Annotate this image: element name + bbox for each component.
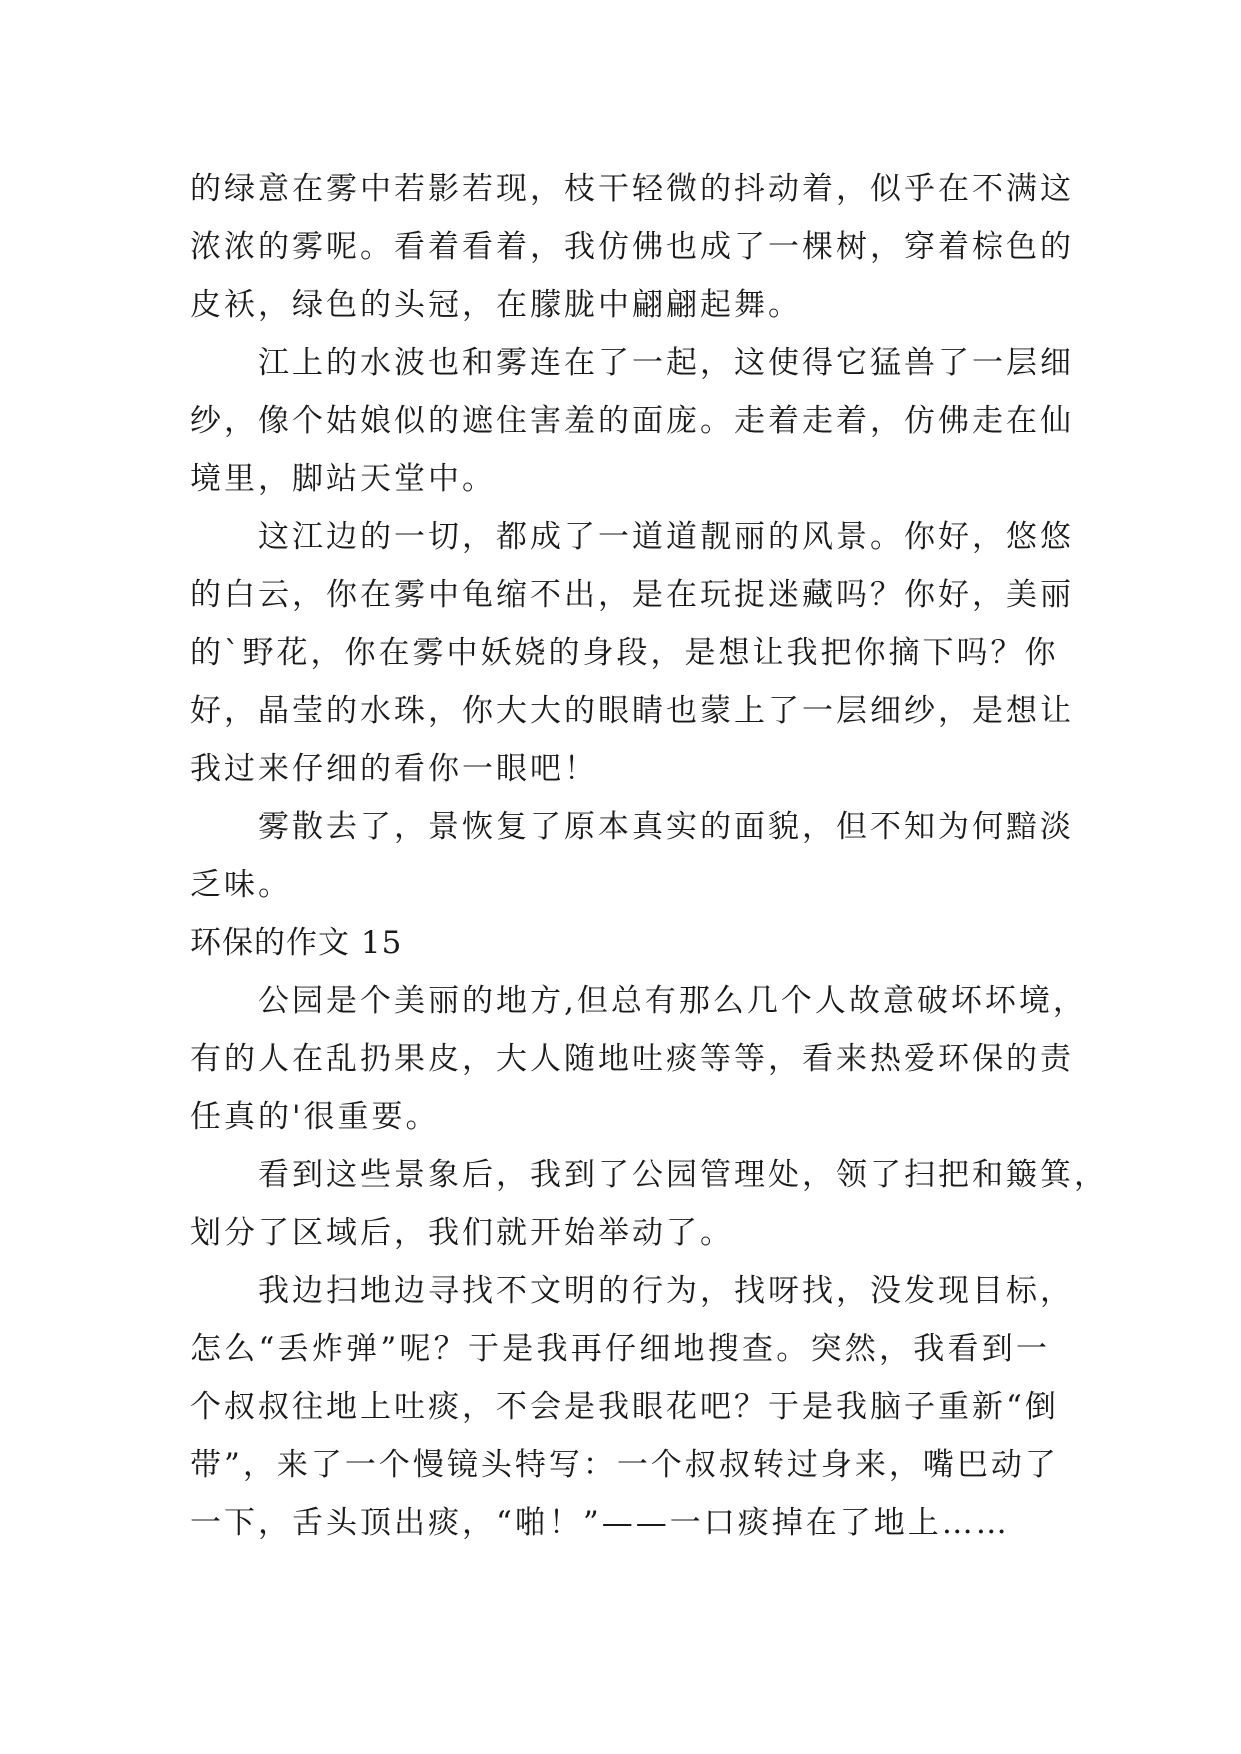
paragraph-line: 带”，来了一个慢镜头特写：一个叔叔转过身来，嘴巴动了 [190, 1447, 1059, 1483]
document-body [190, 160, 1108, 1552]
paragraph-line: 任真的'很重要。 [190, 1099, 440, 1135]
paragraph-line: 境里，脚站天堂中。 [190, 461, 496, 497]
paragraph-line: 雾散去了，景恢复了原本真实的面貌，但不知为何黯淡 [258, 809, 1074, 845]
paragraph-line: 的绿意在雾中若影若现，枝干轻微的抖动着，似乎在不满这 [190, 171, 1074, 207]
paragraph-line: 这江边的一切，都成了一道道靓丽的风景。你好，悠悠 [258, 519, 1074, 555]
paragraph-line: 的`野花，你在雾中妖娆的身段，是想让我把你摘下吗？你 [190, 635, 1059, 671]
paragraph-line: 一下，舌头顶出痰，“啪！”——一口痰掉在了地上…… [190, 1505, 1010, 1541]
paragraph-line: 好，晶莹的水珠，你大大的眼睛也蒙上了一层细纱，是想让 [190, 693, 1074, 729]
paragraph-line: 我边扫地边寻找不文明的行为，找呀找，没发现目标， [258, 1273, 1074, 1309]
paragraph-line: 怎么“丢炸弹”呢？于是我再仔细地搜查。突然，我看到一 [190, 1331, 1050, 1367]
paragraph-line: 皮袄，绿色的头冠，在朦胧中翩翩起舞。 [190, 287, 802, 323]
section-heading: 环保的作文 15 [190, 925, 403, 961]
paragraph-line: 纱，像个姑娘似的遮住害羞的面庞。走着走着，仿佛走在仙 [190, 403, 1074, 439]
paragraph-line: 浓浓的雾呢。看着看着，我仿佛也成了一棵树，穿着棕色的 [190, 229, 1074, 265]
paragraph-line: 江上的水波也和雾连在了一起，这使得它猛兽了一层细 [258, 345, 1074, 381]
paragraph-line: 看到这些景象后，我到了公园管理处，领了扫把和簸箕， [258, 1157, 1108, 1193]
paragraph-line: 个叔叔往地上吐痰，不会是我眼花吧？于是我脑子重新“倒 [190, 1389, 1059, 1425]
paragraph-line: 的白云，你在雾中龟缩不出，是在玩捉迷藏吗？你好，美丽 [190, 577, 1074, 613]
paragraph-line: 有的人在乱扔果皮，大人随地吐痰等等，看来热爱环保的责 [190, 1041, 1074, 1077]
paragraph-line: 乏味。 [190, 867, 292, 903]
paragraph-line: 公园是个美丽的地方,但总有那么几个人故意破坏坏境， [258, 983, 1087, 1019]
paragraph-line: 划分了区域后，我们就开始举动了。 [190, 1215, 734, 1251]
paragraph-line: 我过来仔细的看你一眼吧！ [190, 751, 598, 787]
